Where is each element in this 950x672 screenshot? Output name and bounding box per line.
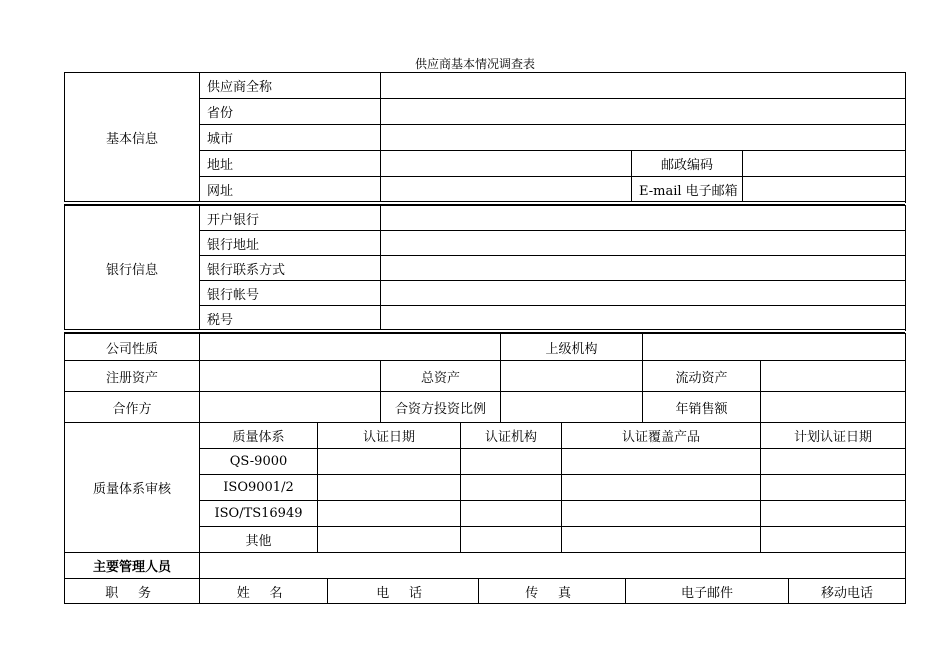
planned-cert-date-field[interactable] [761,449,906,475]
cert-body-field[interactable] [461,449,562,475]
cert-date-field[interactable] [318,475,461,501]
bank-account-field[interactable] [381,281,906,306]
bank-contact-field[interactable] [381,256,906,281]
cert-products-field[interactable] [562,449,761,475]
tax-no-label: 税号 [200,306,381,331]
quality-section-label: 质量体系审核 [65,423,200,553]
parent-org-label: 上级机构 [501,334,643,361]
bank-contact-label: 银行联系方式 [200,256,381,281]
bank-info-section-label: 银行信息 [65,206,200,331]
quality-system-label: ISO/TS16949 [200,501,318,527]
quality-header: 计划认证日期 [761,423,906,449]
planned-cert-date-field[interactable] [761,475,906,501]
postcode-field[interactable] [743,151,906,177]
partner-ratio-field[interactable] [501,392,643,423]
cert-products-field[interactable] [562,475,761,501]
cert-body-field[interactable] [461,501,562,527]
partner-field[interactable] [200,392,381,423]
bank-info-table [64,205,905,331]
website-field[interactable] [381,177,632,203]
quality-system-label: QS-9000 [200,449,318,475]
company-nature-label: 公司性质 [65,334,200,361]
cert-products-field[interactable] [562,527,761,553]
quality-header: 质量体系 [200,423,318,449]
website-label: 网址 [200,177,381,203]
province-label: 省份 [200,99,381,125]
registered-capital-field[interactable] [200,361,381,392]
management-section-field [200,553,906,579]
management-section-label: 主要管理人员 [65,553,200,579]
bank-address-field[interactable] [381,231,906,256]
current-assets-label: 流动资产 [643,361,761,392]
province-field[interactable] [381,99,906,125]
bank-name-field[interactable] [381,206,906,231]
full-name-field[interactable] [381,73,906,99]
management-header: 职 务 [65,579,200,604]
registered-capital-label: 注册资产 [65,361,200,392]
city-field[interactable] [381,125,906,151]
cert-date-field[interactable] [318,449,461,475]
address-field[interactable] [381,151,632,177]
total-assets-label: 总资产 [381,361,501,392]
company-nature-field[interactable] [200,334,501,361]
form-title: 供应商基本情况调查表 [414,57,535,71]
management-header: 姓 名 [200,579,328,604]
planned-cert-date-field[interactable] [761,527,906,553]
partner-label: 合作方 [65,392,200,423]
cert-date-field[interactable] [318,501,461,527]
quality-system-label: ISO9001/2 [200,475,318,501]
bank-account-label: 银行帐号 [200,281,381,306]
management-header: 电 话 [328,579,479,604]
quality-header: 认证覆盖产品 [562,423,761,449]
annual-sales-field[interactable] [761,392,906,423]
city-label: 城市 [200,125,381,151]
tax-no-field[interactable] [381,306,906,331]
annual-sales-label: 年销售额 [643,392,761,423]
management-header: 电子邮件 [626,579,789,604]
parent-org-field[interactable] [643,334,906,361]
postcode-label: 邮政编码 [632,151,743,177]
address-label: 地址 [200,151,381,177]
basic-info-table [64,72,905,203]
bank-name-label: 开户银行 [200,206,381,231]
cert-date-field[interactable] [318,527,461,553]
cert-products-field[interactable] [562,501,761,527]
full-name-label: 供应商全称 [200,73,381,99]
management-header: 传 真 [479,579,626,604]
basic-info-section-label: 基本信息 [65,73,200,203]
planned-cert-date-field[interactable] [761,501,906,527]
management-header: 移动电话 [789,579,906,604]
quality-system-label: 其他 [200,527,318,553]
email-label: E-mail 电子邮箱 [632,177,743,203]
quality-header: 认证日期 [318,423,461,449]
company-info-table [64,333,905,604]
cert-body-field[interactable] [461,475,562,501]
partner-ratio-label: 合资方投资比例 [381,392,501,423]
email-field[interactable] [743,177,906,203]
current-assets-field[interactable] [761,361,906,392]
cert-body-field[interactable] [461,527,562,553]
total-assets-field[interactable] [501,361,643,392]
quality-header: 认证机构 [461,423,562,449]
bank-address-label: 银行地址 [200,231,381,256]
